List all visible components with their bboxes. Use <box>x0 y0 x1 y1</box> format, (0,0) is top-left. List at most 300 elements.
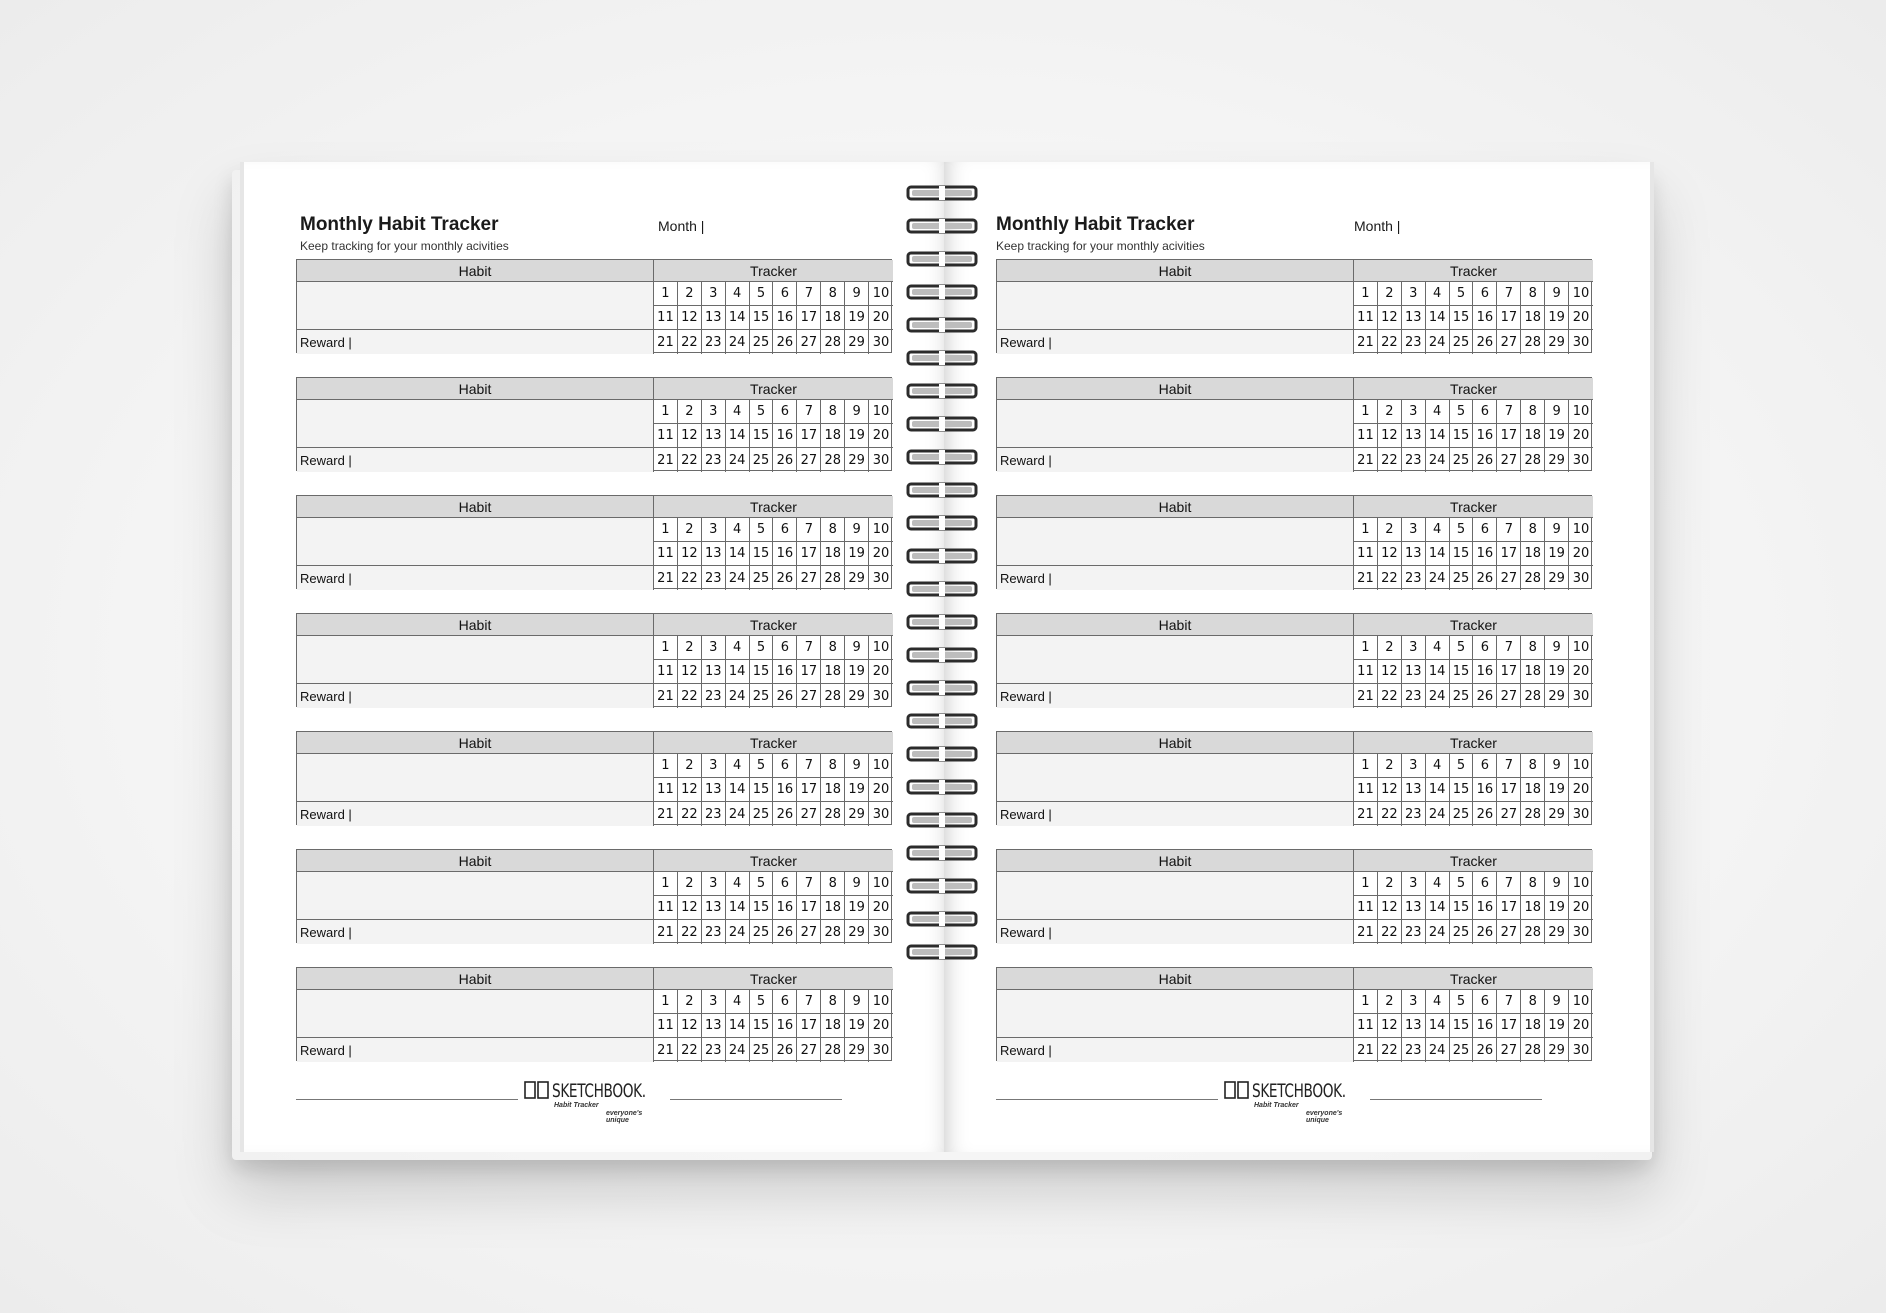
tracker-day-cell[interactable]: 6 <box>773 636 797 659</box>
tracker-day-cell[interactable]: 10 <box>1572 758 1590 773</box>
tracker-day-cell[interactable]: 25 <box>1450 448 1474 472</box>
tracker-day-cell[interactable]: 2 <box>1378 400 1402 423</box>
tracker-day-cell[interactable]: 3 <box>1402 990 1426 1013</box>
tracker-day-cell[interactable]: 22 <box>678 1038 702 1062</box>
tracker-day-cell[interactable]: 28 <box>821 802 845 826</box>
tracker-day-cell[interactable]: 29 <box>1545 1038 1569 1062</box>
tracker-day-cell[interactable]: 19 <box>1545 660 1569 683</box>
tracker-day-cell[interactable]: 14 <box>726 542 750 565</box>
tracker-day-cell[interactable]: 27 <box>1497 1038 1521 1062</box>
tracker-day-cell[interactable]: 14 <box>726 778 750 801</box>
tracker-day-cell[interactable]: 19 <box>1545 306 1569 329</box>
tracker-day-cell[interactable]: 3 <box>1402 636 1426 659</box>
tracker-day-cell[interactable]: 30 <box>872 688 890 704</box>
tracker-day-cell[interactable]: 5 <box>1450 400 1474 423</box>
tracker-day-cell[interactable]: 8 <box>1521 872 1545 895</box>
tracker-day-cell[interactable]: 29 <box>845 684 869 708</box>
tracker-day-cell[interactable]: 20 <box>1572 428 1590 443</box>
tracker-day-cell[interactable]: 5 <box>750 400 774 423</box>
tracker-day-cell[interactable]: 19 <box>1545 542 1569 565</box>
habit-input-area[interactable] <box>297 518 654 566</box>
tracker-day-cell[interactable]: 5 <box>750 282 774 305</box>
tracker-day-cell[interactable]: 14 <box>1426 660 1450 683</box>
tracker-day-cell[interactable]: 24 <box>726 802 750 826</box>
tracker-day-cell[interactable]: 3 <box>1402 282 1426 305</box>
tracker-day-cell[interactable]: 21 <box>1354 566 1378 590</box>
tracker-day-cell[interactable]: 29 <box>845 448 869 472</box>
tracker-day-cell[interactable]: 7 <box>797 282 821 305</box>
tracker-day-cell[interactable]: 29 <box>1545 330 1569 354</box>
tracker-day-cell[interactable]: 12 <box>678 896 702 919</box>
tracker-day-cell[interactable]: 14 <box>1426 424 1450 447</box>
tracker-day-cell[interactable]: 16 <box>773 424 797 447</box>
tracker-day-cell[interactable]: 18 <box>1521 306 1545 329</box>
tracker-day-cell[interactable]: 4 <box>726 872 750 895</box>
tracker-day-cell[interactable]: 13 <box>1402 778 1426 801</box>
tracker-day-cell[interactable]: 6 <box>1473 282 1497 305</box>
tracker-day-cell[interactable]: 26 <box>1473 802 1497 826</box>
tracker-day-cell[interactable]: 15 <box>1450 542 1474 565</box>
tracker-day-cell[interactable]: 14 <box>1426 542 1450 565</box>
tracker-day-cell[interactable]: 29 <box>1545 802 1569 826</box>
tracker-day-cell[interactable]: 10 <box>1572 876 1590 891</box>
tracker-day-cell[interactable]: 23 <box>1402 684 1426 708</box>
tracker-day-cell[interactable]: 9 <box>1545 872 1569 895</box>
tracker-day-cell[interactable]: 7 <box>1497 518 1521 541</box>
tracker-day-cell[interactable]: 14 <box>726 306 750 329</box>
tracker-day-cell[interactable]: 11 <box>1354 542 1378 565</box>
tracker-day-cell[interactable]: 15 <box>750 306 774 329</box>
tracker-day-cell[interactable]: 12 <box>1378 896 1402 919</box>
tracker-day-cell[interactable]: 3 <box>1402 518 1426 541</box>
tracker-day-cell[interactable]: 4 <box>726 990 750 1013</box>
tracker-day-cell[interactable]: 26 <box>1473 1038 1497 1062</box>
tracker-day-cell[interactable]: 24 <box>726 1038 750 1062</box>
tracker-day-cell[interactable]: 5 <box>750 872 774 895</box>
tracker-day-cell[interactable]: 10 <box>872 522 890 537</box>
tracker-day-cell[interactable]: 23 <box>702 1038 726 1062</box>
tracker-day-cell[interactable]: 9 <box>845 282 869 305</box>
tracker-day-cell[interactable]: 11 <box>1354 1014 1378 1037</box>
tracker-day-cell[interactable]: 30 <box>872 570 890 586</box>
tracker-day-cell[interactable]: 16 <box>773 660 797 683</box>
tracker-day-cell[interactable]: 25 <box>750 566 774 590</box>
tracker-day-cell[interactable]: 26 <box>1473 566 1497 590</box>
tracker-day-cell[interactable]: 5 <box>1450 518 1474 541</box>
tracker-day-cell[interactable]: 26 <box>773 802 797 826</box>
tracker-day-cell[interactable]: 15 <box>1450 896 1474 919</box>
tracker-day-cell[interactable]: 7 <box>797 872 821 895</box>
tracker-day-cell[interactable]: 1 <box>654 636 678 659</box>
tracker-day-cell[interactable]: 7 <box>1497 754 1521 777</box>
tracker-day-cell[interactable]: 24 <box>1426 684 1450 708</box>
tracker-day-cell[interactable]: 4 <box>1426 400 1450 423</box>
tracker-day-cell[interactable]: 29 <box>845 330 869 354</box>
tracker-day-cell[interactable]: 30 <box>872 452 890 468</box>
tracker-day-cell[interactable]: 30 <box>1572 334 1590 350</box>
tracker-day-cell[interactable]: 11 <box>654 896 678 919</box>
tracker-day-cell[interactable]: 24 <box>1426 330 1450 354</box>
tracker-day-cell[interactable]: 26 <box>1473 684 1497 708</box>
tracker-day-cell[interactable]: 18 <box>821 896 845 919</box>
tracker-day-cell[interactable]: 28 <box>821 330 845 354</box>
tracker-day-cell[interactable]: 12 <box>678 660 702 683</box>
tracker-day-cell[interactable]: 18 <box>1521 1014 1545 1037</box>
tracker-day-cell[interactable]: 25 <box>750 802 774 826</box>
tracker-day-cell[interactable]: 19 <box>845 424 869 447</box>
tracker-day-cell[interactable]: 12 <box>678 542 702 565</box>
habit-input-area[interactable] <box>997 400 1354 448</box>
tracker-day-cell[interactable]: 6 <box>773 518 797 541</box>
tracker-day-cell[interactable]: 7 <box>1497 872 1521 895</box>
tracker-day-cell[interactable]: 2 <box>1378 282 1402 305</box>
tracker-day-cell[interactable]: 25 <box>750 920 774 944</box>
tracker-day-cell[interactable]: 20 <box>1572 546 1590 561</box>
tracker-day-cell[interactable]: 10 <box>872 876 890 891</box>
tracker-day-cell[interactable]: 4 <box>1426 636 1450 659</box>
tracker-day-cell[interactable]: 13 <box>1402 660 1426 683</box>
tracker-day-cell[interactable]: 4 <box>726 400 750 423</box>
tracker-day-cell[interactable]: 4 <box>1426 282 1450 305</box>
tracker-day-cell[interactable]: 17 <box>797 1014 821 1037</box>
tracker-day-cell[interactable]: 9 <box>845 872 869 895</box>
tracker-day-cell[interactable]: 26 <box>1473 448 1497 472</box>
tracker-day-cell[interactable]: 29 <box>845 566 869 590</box>
tracker-day-cell[interactable]: 7 <box>797 518 821 541</box>
tracker-day-cell[interactable]: 26 <box>773 330 797 354</box>
tracker-day-cell[interactable]: 2 <box>678 872 702 895</box>
tracker-day-cell[interactable]: 6 <box>1473 400 1497 423</box>
tracker-day-cell[interactable]: 6 <box>1473 636 1497 659</box>
tracker-day-cell[interactable]: 12 <box>678 1014 702 1037</box>
tracker-day-cell[interactable]: 25 <box>750 684 774 708</box>
tracker-day-cell[interactable]: 11 <box>654 306 678 329</box>
tracker-day-cell[interactable]: 20 <box>872 900 890 915</box>
tracker-day-cell[interactable]: 18 <box>1521 660 1545 683</box>
tracker-day-cell[interactable]: 15 <box>1450 306 1474 329</box>
tracker-day-cell[interactable]: 23 <box>702 448 726 472</box>
tracker-day-cell[interactable]: 11 <box>654 542 678 565</box>
tracker-day-cell[interactable]: 21 <box>654 684 678 708</box>
tracker-day-cell[interactable]: 17 <box>797 660 821 683</box>
tracker-day-cell[interactable]: 1 <box>1354 990 1378 1013</box>
tracker-day-cell[interactable]: 2 <box>1378 754 1402 777</box>
tracker-day-cell[interactable]: 21 <box>654 802 678 826</box>
tracker-day-cell[interactable]: 15 <box>750 896 774 919</box>
tracker-day-cell[interactable]: 25 <box>1450 330 1474 354</box>
tracker-day-cell[interactable]: 4 <box>726 636 750 659</box>
tracker-day-cell[interactable]: 30 <box>1572 924 1590 940</box>
tracker-day-cell[interactable]: 24 <box>726 684 750 708</box>
tracker-day-cell[interactable]: 17 <box>1497 1014 1521 1037</box>
tracker-day-cell[interactable]: 18 <box>1521 896 1545 919</box>
tracker-day-cell[interactable]: 28 <box>1521 566 1545 590</box>
tracker-day-cell[interactable]: 2 <box>1378 518 1402 541</box>
tracker-day-cell[interactable]: 20 <box>872 428 890 443</box>
tracker-day-cell[interactable]: 21 <box>1354 330 1378 354</box>
tracker-day-cell[interactable]: 24 <box>1426 448 1450 472</box>
tracker-day-cell[interactable]: 10 <box>872 404 890 419</box>
tracker-day-cell[interactable]: 17 <box>797 424 821 447</box>
tracker-day-cell[interactable]: 22 <box>1378 566 1402 590</box>
tracker-day-cell[interactable]: 28 <box>1521 448 1545 472</box>
tracker-day-cell[interactable]: 10 <box>1572 286 1590 301</box>
tracker-day-cell[interactable]: 28 <box>821 920 845 944</box>
tracker-day-cell[interactable]: 24 <box>1426 1038 1450 1062</box>
tracker-day-cell[interactable]: 10 <box>1572 640 1590 655</box>
tracker-day-cell[interactable]: 9 <box>1545 518 1569 541</box>
tracker-day-cell[interactable]: 6 <box>1473 872 1497 895</box>
tracker-day-cell[interactable]: 9 <box>1545 990 1569 1013</box>
tracker-day-cell[interactable]: 27 <box>1497 802 1521 826</box>
tracker-day-cell[interactable]: 21 <box>1354 920 1378 944</box>
tracker-day-cell[interactable]: 15 <box>750 778 774 801</box>
tracker-day-cell[interactable]: 1 <box>1354 872 1378 895</box>
tracker-day-cell[interactable]: 28 <box>821 684 845 708</box>
tracker-day-cell[interactable]: 7 <box>1497 400 1521 423</box>
tracker-day-cell[interactable]: 20 <box>1572 664 1590 679</box>
tracker-day-cell[interactable]: 13 <box>1402 542 1426 565</box>
tracker-day-cell[interactable]: 16 <box>773 778 797 801</box>
tracker-day-cell[interactable]: 21 <box>654 920 678 944</box>
tracker-day-cell[interactable]: 11 <box>654 424 678 447</box>
tracker-day-cell[interactable]: 18 <box>821 778 845 801</box>
habit-input-area[interactable] <box>997 636 1354 684</box>
tracker-day-cell[interactable]: 5 <box>1450 636 1474 659</box>
tracker-day-cell[interactable]: 2 <box>678 990 702 1013</box>
tracker-day-cell[interactable]: 18 <box>821 660 845 683</box>
tracker-day-cell[interactable]: 24 <box>726 448 750 472</box>
tracker-day-cell[interactable]: 14 <box>1426 1014 1450 1037</box>
habit-input-area[interactable] <box>297 282 654 330</box>
tracker-day-cell[interactable]: 23 <box>702 566 726 590</box>
tracker-day-cell[interactable]: 22 <box>1378 448 1402 472</box>
tracker-day-cell[interactable]: 8 <box>821 754 845 777</box>
tracker-day-cell[interactable]: 19 <box>845 1014 869 1037</box>
tracker-day-cell[interactable]: 19 <box>1545 778 1569 801</box>
tracker-day-cell[interactable]: 15 <box>1450 660 1474 683</box>
tracker-day-cell[interactable]: 7 <box>1497 636 1521 659</box>
habit-input-area[interactable] <box>297 872 654 920</box>
tracker-day-cell[interactable]: 13 <box>702 424 726 447</box>
tracker-day-cell[interactable]: 9 <box>845 400 869 423</box>
tracker-day-cell[interactable]: 23 <box>1402 802 1426 826</box>
tracker-day-cell[interactable]: 28 <box>1521 1038 1545 1062</box>
tracker-day-cell[interactable]: 20 <box>1572 1018 1590 1033</box>
tracker-day-cell[interactable]: 29 <box>1545 566 1569 590</box>
tracker-day-cell[interactable]: 5 <box>750 990 774 1013</box>
tracker-day-cell[interactable]: 7 <box>797 400 821 423</box>
tracker-day-cell[interactable]: 21 <box>1354 684 1378 708</box>
tracker-day-cell[interactable]: 13 <box>1402 306 1426 329</box>
tracker-day-cell[interactable]: 30 <box>1572 806 1590 822</box>
tracker-day-cell[interactable]: 8 <box>1521 990 1545 1013</box>
tracker-day-cell[interactable]: 30 <box>872 334 890 350</box>
tracker-day-cell[interactable]: 13 <box>1402 1014 1426 1037</box>
tracker-day-cell[interactable]: 9 <box>845 518 869 541</box>
tracker-day-cell[interactable]: 24 <box>726 920 750 944</box>
tracker-day-cell[interactable]: 4 <box>726 518 750 541</box>
tracker-day-cell[interactable]: 3 <box>1402 400 1426 423</box>
tracker-day-cell[interactable]: 27 <box>797 330 821 354</box>
tracker-day-cell[interactable]: 21 <box>654 1038 678 1062</box>
tracker-day-cell[interactable]: 6 <box>773 400 797 423</box>
tracker-day-cell[interactable]: 22 <box>1378 920 1402 944</box>
tracker-day-cell[interactable]: 7 <box>1497 990 1521 1013</box>
tracker-day-cell[interactable]: 18 <box>1521 424 1545 447</box>
tracker-day-cell[interactable]: 9 <box>1545 636 1569 659</box>
tracker-day-cell[interactable]: 13 <box>702 542 726 565</box>
tracker-day-cell[interactable]: 22 <box>1378 1038 1402 1062</box>
tracker-day-cell[interactable]: 30 <box>872 806 890 822</box>
tracker-day-cell[interactable]: 28 <box>821 1038 845 1062</box>
tracker-day-cell[interactable]: 27 <box>797 920 821 944</box>
tracker-day-cell[interactable]: 5 <box>1450 990 1474 1013</box>
tracker-day-cell[interactable]: 27 <box>1497 448 1521 472</box>
tracker-day-cell[interactable]: 2 <box>678 518 702 541</box>
tracker-day-cell[interactable]: 12 <box>1378 424 1402 447</box>
tracker-day-cell[interactable]: 18 <box>1521 542 1545 565</box>
tracker-day-cell[interactable]: 20 <box>1572 310 1590 325</box>
tracker-day-cell[interactable]: 2 <box>678 400 702 423</box>
tracker-day-cell[interactable]: 17 <box>797 306 821 329</box>
habit-input-area[interactable] <box>997 872 1354 920</box>
tracker-day-cell[interactable]: 16 <box>1473 778 1497 801</box>
tracker-day-cell[interactable]: 8 <box>1521 282 1545 305</box>
tracker-day-cell[interactable]: 9 <box>845 636 869 659</box>
tracker-day-cell[interactable]: 27 <box>797 566 821 590</box>
tracker-day-cell[interactable]: 25 <box>750 1038 774 1062</box>
tracker-day-cell[interactable]: 3 <box>702 990 726 1013</box>
tracker-day-cell[interactable]: 8 <box>1521 754 1545 777</box>
tracker-day-cell[interactable]: 30 <box>872 1042 890 1058</box>
tracker-day-cell[interactable]: 27 <box>1497 566 1521 590</box>
tracker-day-cell[interactable]: 15 <box>750 660 774 683</box>
tracker-day-cell[interactable]: 21 <box>654 448 678 472</box>
tracker-day-cell[interactable]: 9 <box>1545 400 1569 423</box>
tracker-day-cell[interactable]: 18 <box>821 306 845 329</box>
tracker-day-cell[interactable]: 22 <box>1378 684 1402 708</box>
tracker-day-cell[interactable]: 19 <box>1545 1014 1569 1037</box>
tracker-day-cell[interactable]: 7 <box>1497 282 1521 305</box>
tracker-day-cell[interactable]: 4 <box>1426 754 1450 777</box>
tracker-day-cell[interactable]: 11 <box>1354 778 1378 801</box>
tracker-day-cell[interactable]: 6 <box>1473 754 1497 777</box>
tracker-day-cell[interactable]: 18 <box>821 1014 845 1037</box>
tracker-day-cell[interactable]: 29 <box>845 1038 869 1062</box>
tracker-day-cell[interactable]: 28 <box>821 566 845 590</box>
tracker-day-cell[interactable]: 28 <box>821 448 845 472</box>
tracker-day-cell[interactable]: 30 <box>1572 452 1590 468</box>
tracker-day-cell[interactable]: 4 <box>1426 872 1450 895</box>
tracker-day-cell[interactable]: 17 <box>1497 542 1521 565</box>
tracker-day-cell[interactable]: 13 <box>1402 424 1426 447</box>
tracker-day-cell[interactable]: 6 <box>773 754 797 777</box>
tracker-day-cell[interactable]: 29 <box>1545 684 1569 708</box>
tracker-day-cell[interactable]: 13 <box>1402 896 1426 919</box>
tracker-day-cell[interactable]: 5 <box>1450 754 1474 777</box>
tracker-day-cell[interactable]: 30 <box>1572 570 1590 586</box>
tracker-day-cell[interactable]: 12 <box>678 778 702 801</box>
tracker-day-cell[interactable]: 25 <box>1450 1038 1474 1062</box>
tracker-day-cell[interactable]: 19 <box>1545 896 1569 919</box>
tracker-day-cell[interactable]: 20 <box>872 546 890 561</box>
tracker-day-cell[interactable]: 1 <box>654 400 678 423</box>
tracker-day-cell[interactable]: 4 <box>726 282 750 305</box>
tracker-day-cell[interactable]: 22 <box>1378 330 1402 354</box>
tracker-day-cell[interactable]: 29 <box>845 920 869 944</box>
tracker-day-cell[interactable]: 15 <box>750 424 774 447</box>
tracker-day-cell[interactable]: 4 <box>1426 990 1450 1013</box>
tracker-day-cell[interactable]: 24 <box>726 566 750 590</box>
tracker-day-cell[interactable]: 23 <box>1402 330 1426 354</box>
tracker-day-cell[interactable]: 28 <box>1521 920 1545 944</box>
tracker-day-cell[interactable]: 27 <box>1497 684 1521 708</box>
tracker-day-cell[interactable]: 22 <box>678 330 702 354</box>
tracker-day-cell[interactable]: 19 <box>845 660 869 683</box>
tracker-day-cell[interactable]: 3 <box>1402 872 1426 895</box>
tracker-day-cell[interactable]: 26 <box>1473 920 1497 944</box>
tracker-day-cell[interactable]: 8 <box>821 636 845 659</box>
tracker-day-cell[interactable]: 16 <box>1473 424 1497 447</box>
tracker-day-cell[interactable]: 2 <box>1378 872 1402 895</box>
tracker-day-cell[interactable]: 3 <box>702 282 726 305</box>
tracker-day-cell[interactable]: 11 <box>1354 424 1378 447</box>
tracker-day-cell[interactable]: 22 <box>678 802 702 826</box>
tracker-day-cell[interactable]: 13 <box>702 660 726 683</box>
tracker-day-cell[interactable]: 16 <box>773 306 797 329</box>
tracker-day-cell[interactable]: 10 <box>1572 994 1590 1009</box>
tracker-day-cell[interactable]: 28 <box>1521 802 1545 826</box>
tracker-day-cell[interactable]: 15 <box>750 542 774 565</box>
tracker-day-cell[interactable]: 25 <box>1450 920 1474 944</box>
tracker-day-cell[interactable]: 25 <box>750 330 774 354</box>
tracker-day-cell[interactable]: 10 <box>872 994 890 1009</box>
tracker-day-cell[interactable]: 3 <box>1402 754 1426 777</box>
tracker-day-cell[interactable]: 19 <box>1545 424 1569 447</box>
tracker-day-cell[interactable]: 24 <box>726 330 750 354</box>
tracker-day-cell[interactable]: 8 <box>821 518 845 541</box>
tracker-day-cell[interactable]: 3 <box>702 754 726 777</box>
tracker-day-cell[interactable]: 2 <box>678 636 702 659</box>
tracker-day-cell[interactable]: 30 <box>1572 1042 1590 1058</box>
tracker-day-cell[interactable]: 10 <box>872 758 890 773</box>
habit-input-area[interactable] <box>997 518 1354 566</box>
tracker-day-cell[interactable]: 26 <box>1473 330 1497 354</box>
tracker-day-cell[interactable]: 8 <box>821 872 845 895</box>
tracker-day-cell[interactable]: 27 <box>797 684 821 708</box>
tracker-day-cell[interactable]: 21 <box>1354 448 1378 472</box>
tracker-day-cell[interactable]: 16 <box>773 896 797 919</box>
tracker-day-cell[interactable]: 26 <box>773 1038 797 1062</box>
tracker-day-cell[interactable]: 11 <box>654 660 678 683</box>
tracker-day-cell[interactable]: 22 <box>678 684 702 708</box>
tracker-day-cell[interactable]: 25 <box>1450 684 1474 708</box>
tracker-day-cell[interactable]: 5 <box>750 518 774 541</box>
tracker-day-cell[interactable]: 20 <box>1572 782 1590 797</box>
habit-input-area[interactable] <box>997 990 1354 1038</box>
tracker-day-cell[interactable]: 14 <box>1426 896 1450 919</box>
tracker-day-cell[interactable]: 25 <box>1450 566 1474 590</box>
habit-input-area[interactable] <box>997 282 1354 330</box>
tracker-day-cell[interactable]: 1 <box>1354 636 1378 659</box>
tracker-day-cell[interactable]: 21 <box>654 330 678 354</box>
tracker-day-cell[interactable]: 14 <box>726 896 750 919</box>
tracker-day-cell[interactable]: 20 <box>872 310 890 325</box>
tracker-day-cell[interactable]: 13 <box>702 1014 726 1037</box>
tracker-day-cell[interactable]: 2 <box>1378 990 1402 1013</box>
tracker-day-cell[interactable]: 1 <box>654 282 678 305</box>
